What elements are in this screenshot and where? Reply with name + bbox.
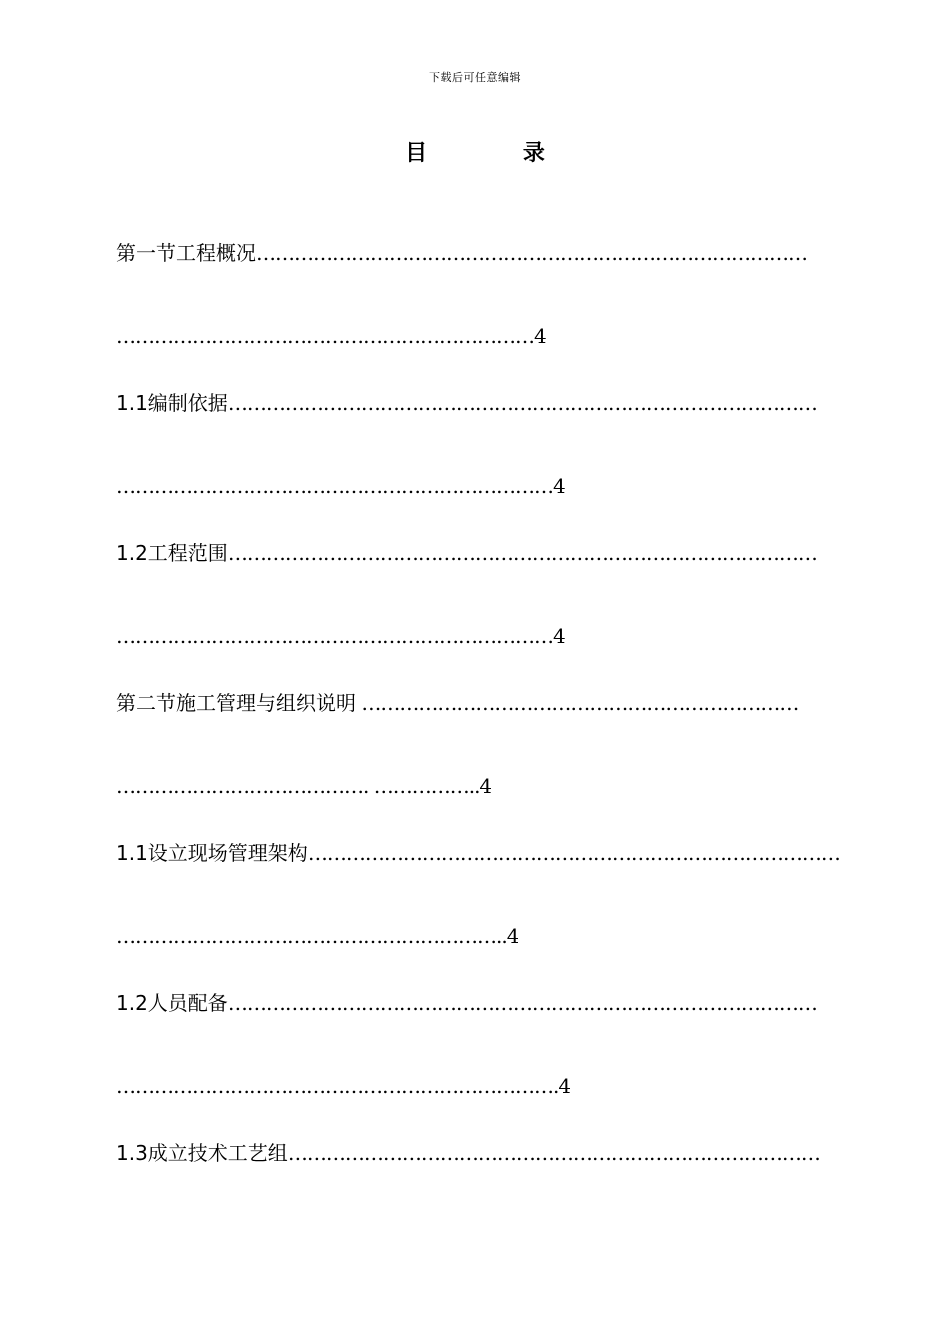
toc-page-number: ……………………………………………………..4 (116, 924, 519, 948)
toc-entry-label: 1.1设立现场管理架构 (116, 841, 308, 865)
toc-entry[interactable] (116, 238, 858, 268)
toc-leader-dots: ………………………………………………………………………………… (227, 991, 817, 1015)
toc-leader-dots: ………………………………………………………………………………… (227, 541, 817, 565)
toc-entry-label: 1.1编制依据 (116, 391, 228, 415)
toc-leader-dots: …………………………………………………………… (356, 691, 799, 715)
toc-page-number: …………………………………. ……………..4 (116, 774, 492, 798)
toc-page-line (116, 321, 546, 351)
toc-entry[interactable] (116, 1138, 858, 1168)
toc-page-line (116, 471, 565, 501)
toc-page-line (116, 921, 518, 951)
toc-page-number: ……………………………………………………………4 (116, 624, 565, 648)
toc-page-number: …………………………………………………………4 (116, 324, 546, 348)
toc-leader-dots: ………………………………………………………………………… (287, 1141, 820, 1165)
toc-page-number: …………………………………………………………….4 (116, 1074, 571, 1098)
header-note: 下载后可任意编辑 (429, 71, 521, 84)
toc-entry-label: 1.2工程范围 (116, 541, 228, 565)
toc-entry[interactable] (116, 988, 858, 1018)
toc-entry[interactable] (116, 538, 858, 568)
toc-entry[interactable] (116, 838, 858, 868)
toc-page-number: ……………………………………………………………4 (116, 474, 565, 498)
toc-entry-label: 第二节施工管理与组织说明 (116, 691, 356, 715)
toc-entry[interactable] (116, 388, 858, 418)
toc-leader-dots: ………………………………………………………………………………… (227, 391, 817, 415)
toc-page-line (116, 1071, 570, 1101)
toc-entry-label: 1.2人员配备 (116, 991, 228, 1015)
toc-page-line (116, 621, 565, 651)
toc-title: 目 录 (405, 141, 589, 166)
toc-entry-label: 第一节工程概况 (116, 241, 256, 265)
toc-leader-dots: …………………………………………………………………………… (256, 241, 807, 265)
toc-leader-dots: ………………………………………………………………………… (307, 841, 840, 865)
toc-entry[interactable] (116, 688, 858, 718)
toc-page-line (116, 771, 491, 801)
toc-entry-label: 1.3成立技术工艺组 (116, 1141, 288, 1165)
